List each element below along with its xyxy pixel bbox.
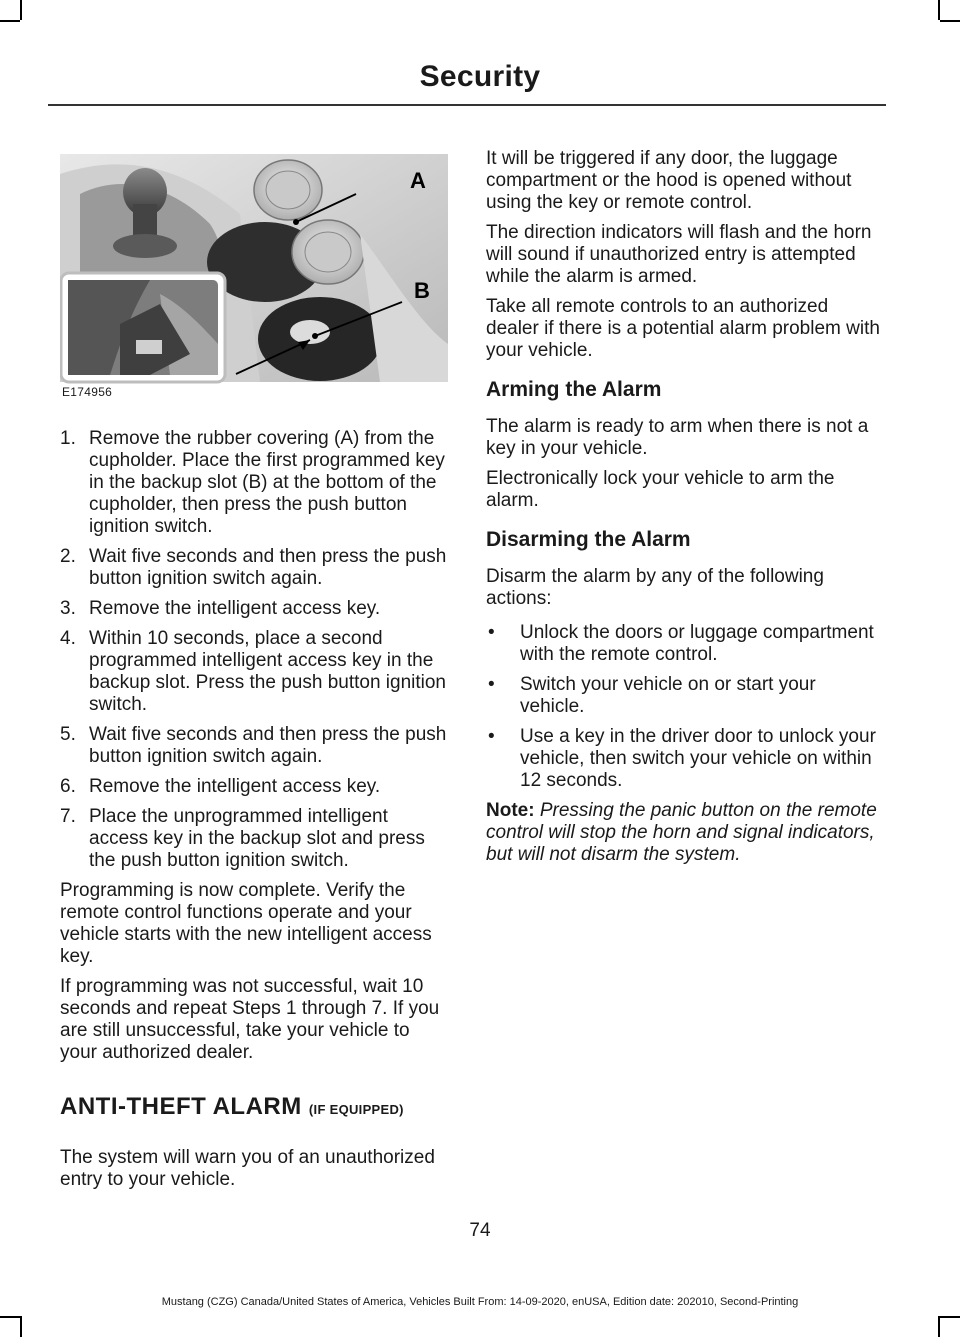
list-item: 1. Remove the rubber covering (A) from the cupholder. Place the first programmed key in the backup slot (B) at the bottom of the cupholder, then press the push button ignition switch.: [60, 428, 445, 537]
cupholder-drawing: [60, 154, 448, 402]
paragraph: The system will warn you of an unauthorized entry to your vehicle.: [60, 1147, 435, 1190]
crop-mark: [20, 1316, 22, 1337]
paragraph: The direction indicators will flash and the horn will sound if unauthorized entry is attempted while the alarm is armed.: [486, 222, 872, 287]
crop-mark: [0, 1316, 20, 1318]
crop-mark: [938, 1316, 940, 1337]
list-item: 7. Place the unprogrammed intelligent access key in the backup slot and press the push button ignition switch.: [60, 806, 425, 871]
paragraph: Programming is now complete. Verify the remote control functions operate and your vehicle starts with the new intelligent access key.: [60, 880, 432, 967]
disarm-actions-list: [486, 622, 880, 792]
programming-steps: [60, 428, 448, 872]
crop-mark: [940, 1316, 960, 1318]
list-item: 6. Remove the intelligent access key.: [60, 776, 381, 797]
paragraph: The alarm is ready to arm when there is not a key in your vehicle.: [486, 416, 869, 459]
right-column: [486, 148, 880, 866]
crop-mark: [940, 20, 960, 22]
subheading-disarming: Disarming the Alarm: [486, 528, 691, 551]
footer-text: Mustang (CZG) Canada/United States of America, Vehicles Built From: 14-09-2020, enUSA, Edition date: 202010, Second-Printing: [161, 1296, 799, 1308]
page-number: 74: [469, 1220, 491, 1241]
header-divider: [48, 104, 886, 106]
list-item: 5. Wait five seconds and then press the push button ignition switch again.: [60, 724, 447, 767]
list-item: • Use a key in the driver door to unlock your vehicle, then switch your vehicle on within 12 seconds.: [488, 726, 876, 791]
callout-b: B: [414, 278, 430, 303]
section-heading: ANTI-THEFT ALARM (IF EQUIPPED): [60, 1093, 404, 1120]
crop-mark: [0, 20, 20, 22]
paragraph: Disarm the alarm by any of the following actions:: [486, 566, 824, 609]
left-column: [60, 148, 448, 1191]
page-title: Security: [419, 60, 541, 93]
list-item: • Unlock the doors or luggage compartment with the remote control.: [488, 622, 874, 665]
subheading-arming: Arming the Alarm: [486, 378, 662, 401]
crop-mark: [938, 0, 940, 20]
paragraph: Take all remote controls to an authorized dealer if there is a potential alarm problem with your vehicle.: [486, 296, 880, 361]
list-item: • Switch your vehicle on or start your vehicle.: [488, 674, 816, 717]
cupholder-illustration: [60, 154, 448, 402]
paragraph: It will be triggered if any door, the luggage compartment or the hood is opened without using the key or remote control.: [486, 148, 852, 213]
paragraph: If programming was not successful, wait 10 seconds and repeat Steps 1 through 7. If you are still unsuccessful, take your vehicle to your authorized dealer.: [60, 976, 440, 1063]
figure-code: E174956: [62, 385, 113, 399]
list-item: 3. Remove the intelligent access key.: [60, 598, 381, 619]
list-item: 2. Wait five seconds and then press the push button ignition switch again.: [60, 546, 447, 589]
crop-mark: [20, 0, 22, 20]
callout-a: A: [410, 168, 426, 193]
paragraph: Electronically lock your vehicle to arm the alarm.: [486, 468, 835, 511]
list-item: 4. Within 10 seconds, place a second programmed intelligent access key in the backup slot. Press the push button ignition switch.: [60, 628, 447, 715]
note: Note: Pressing the panic button on the remote control will stop the horn and signal indicators, but will not disarm the system.: [486, 800, 877, 865]
